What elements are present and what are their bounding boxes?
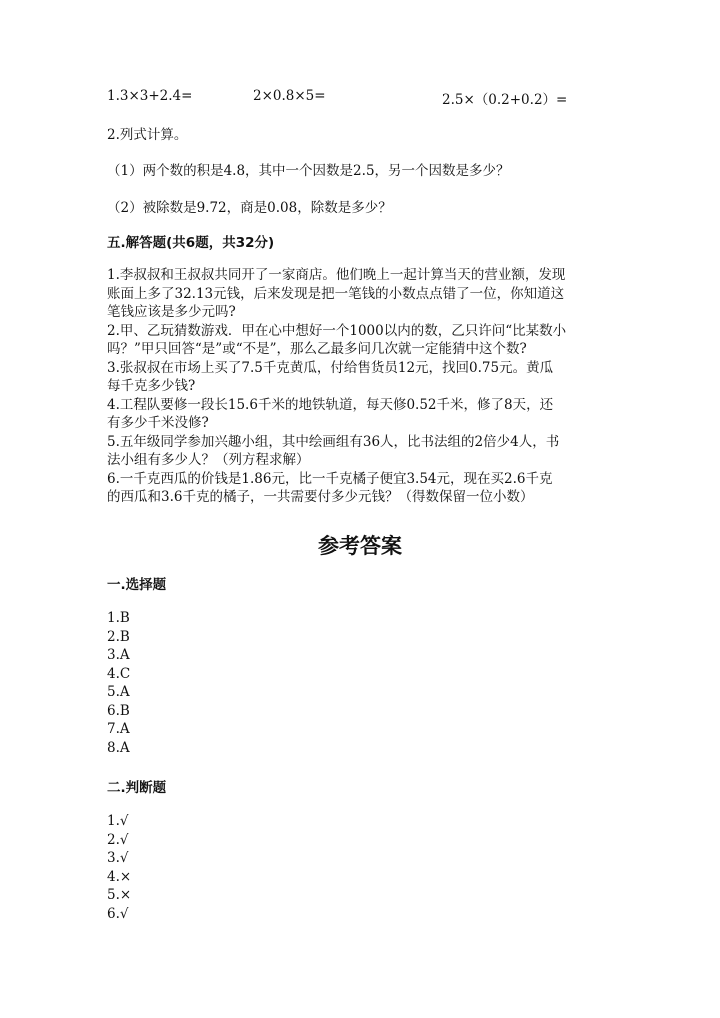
answer-item: 5.A <box>107 684 130 700</box>
problem-6-line: 6.一千克西瓜的价钱是1.86元，比一千克橘子便宜3.54元，现在买2.6千克 <box>107 470 553 487</box>
q2-item-1: （1）两个数的积是4.8，其中一个因数是2.5，另一个因数是多少？ <box>107 163 510 179</box>
answer-item: 4.× <box>107 868 132 885</box>
calc-3: 2.5×（0.2+0.2）= <box>442 92 568 108</box>
problem-3-line: 3.张叔叔在市场上买了7.5千克黄瓜，付给售货员12元，找回0.75元。黄瓜 <box>107 359 554 376</box>
answer-item: 7.A <box>107 721 130 737</box>
calc-1: 1.3×3+2.4= <box>107 88 193 104</box>
problem-5-line: 5.五年级同学参加兴趣小组，其中绘画组有36人，比书法组的2倍少4人，书 <box>107 433 560 450</box>
q2-title: 2.列式计算。 <box>107 127 188 143</box>
answers-title: 参考答案 <box>318 533 402 558</box>
section5-title: 五.解答题(共6题，共32分) <box>107 235 275 251</box>
answer-item: 4.C <box>107 665 131 682</box>
problem-4-line: 有多少千米没修? <box>107 415 209 431</box>
answer-item: 8.A <box>107 739 130 756</box>
answer-item: 2.B <box>107 628 130 645</box>
answer-item: 2.√ <box>107 831 129 848</box>
answer-item: 1.B <box>107 610 130 626</box>
answers-s1-title: 一.选择题 <box>107 577 167 593</box>
problem-1-line: 账面上多了32.13元钱，后来发现是把一笔钱的小数点点错了一位，你知道这 <box>107 285 565 302</box>
problem-6-line: 的西瓜和3.6千克的橘子，一共需要付多少元钱？（得数保留一位小数） <box>107 489 534 505</box>
problem-2-line: 2.甲、乙玩猜数游戏．甲在心中想好一个1000以内的数，乙只许问“比某数小 <box>107 322 567 339</box>
problem-3-line: 每千克多少钱? <box>107 378 196 394</box>
answer-item: 5.× <box>107 887 132 903</box>
problem-1-line: 1.李叔叔和王叔叔共同开了一家商店。他们晚上一起计算当天的营业额，发现 <box>107 267 566 283</box>
answers-s1-list <box>107 609 130 757</box>
problem-4-line: 4.工程队要修一段长15.6千米的地铁轨道，每天修0.52千米，修了8天，还 <box>107 396 554 413</box>
answer-item: 3.√ <box>107 850 129 866</box>
problem-2-line: 吗？”甲只回答“是”或“不是”，那么乙最多问几次就一定能猜中这个数? <box>107 341 527 357</box>
answers-s2-title: 二.判断题 <box>107 780 167 796</box>
answers-s2-list <box>107 812 131 923</box>
problem-5-line: 法小组有多少人？（列方程求解） <box>107 452 310 468</box>
q2-item-2: （2）被除数是9.72，商是0.08，除数是多少？ <box>107 200 392 216</box>
problem-list <box>107 266 566 507</box>
answer-item: 3.A <box>107 647 130 663</box>
answer-item: 1.√ <box>107 813 129 829</box>
answer-item: 6.B <box>107 702 130 719</box>
problem-1-line: 笔钱应该是多少元吗? <box>107 304 236 320</box>
calc-2: 2×0.8×5= <box>253 88 326 104</box>
answer-item: 6.√ <box>107 905 129 922</box>
